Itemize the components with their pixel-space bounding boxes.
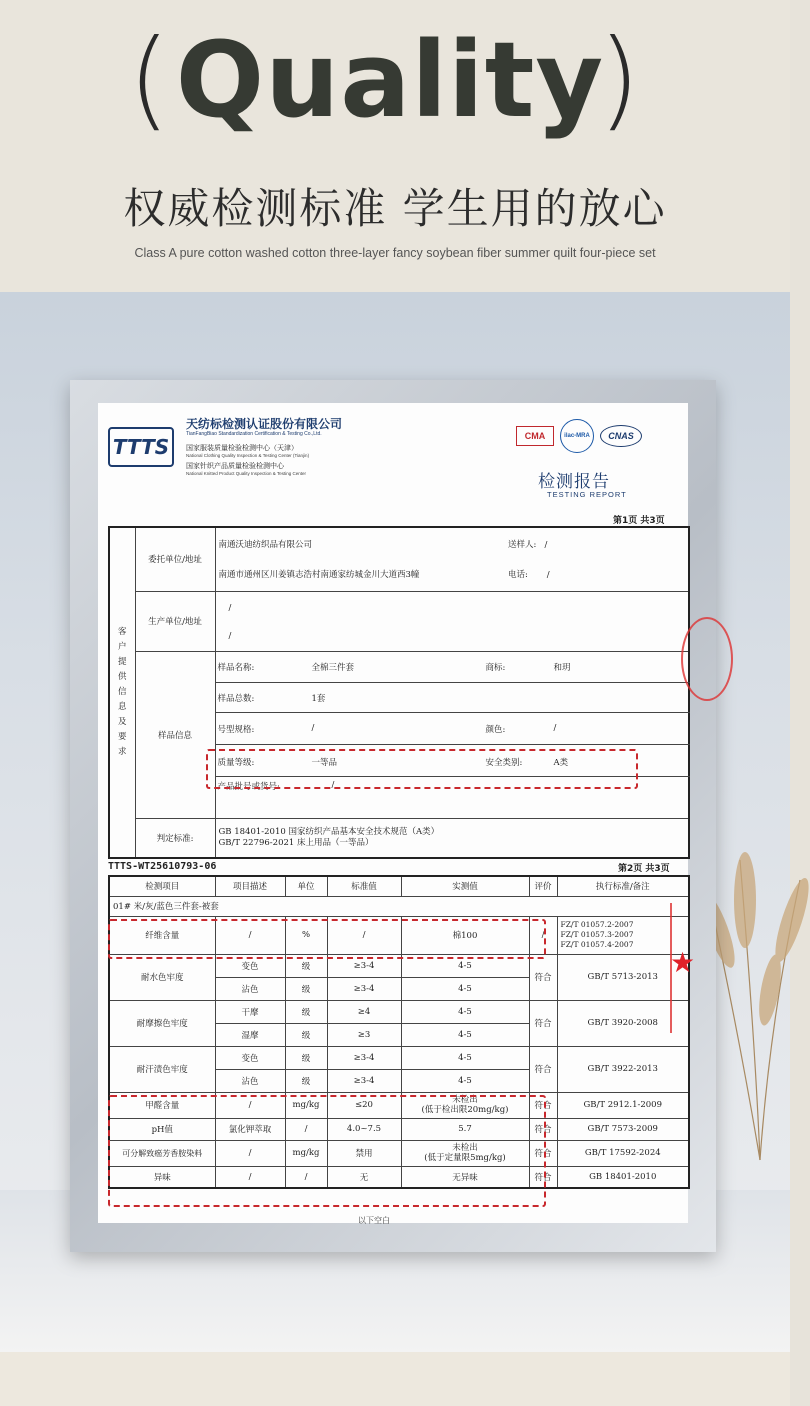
table-row: 耐摩擦色牢度 干摩 级 ≥4 4-5 符合 GB/T 3920-2008	[109, 1000, 689, 1023]
brand-label: 商标:	[485, 662, 506, 673]
table-row: 异味 / / 无 无异味 符合 GB 18401-2010	[109, 1166, 689, 1188]
brand-value: 和玥	[553, 662, 571, 673]
col-header-norm: 执行标准/备注	[557, 876, 689, 896]
client-name: 南通沃迪纺织品有限公司	[218, 540, 313, 551]
right-bracket: )	[598, 17, 641, 142]
col-header-eval: 评价	[529, 876, 557, 896]
report-id: TTTS-WT25610793-06	[108, 861, 217, 872]
hero-subtitle: 权威检测标准 学生用的放心	[123, 184, 667, 233]
org-name-en: TianFangBiao Standardization Certification & Testing Co.,Ltd.	[186, 431, 322, 437]
sample-group-row: 01# 米/灰/蓝色三件套-被套	[109, 896, 689, 916]
center2-cn: 国家针织产品质量检验检测中心	[186, 462, 284, 470]
ttts-logo: TTTS	[108, 427, 174, 467]
hero-english: Class A pure cotton washed cotton three-layer fancy soybean fiber summer quilt four-piece set	[134, 246, 656, 260]
red-seal-icon	[681, 617, 733, 701]
sample-label: 样品信息	[135, 651, 215, 818]
col-header-std: 标准值	[327, 876, 401, 896]
model-label: 号型规格:	[217, 724, 255, 735]
table-row: 可分解致癌芳香胺染料 / mg/kg 禁用 未检出 (低于定量限5mg/kg) 符合 GB/T 17592-2024	[109, 1140, 689, 1166]
color-value: /	[553, 722, 557, 733]
producer-line2: /	[228, 631, 232, 641]
ilac-mra-logo-icon: ilac-MRA	[560, 419, 594, 453]
col-header-unit: 单位	[285, 876, 327, 896]
table-row: 耐汗渍色牢度 变色 级 ≥3-4 4-5 符合 GB/T 3922-2013	[109, 1046, 689, 1069]
sample-name-label: 样品名称:	[217, 662, 255, 673]
left-bracket: (	[128, 17, 171, 142]
table-row: 沾色 级 ≥3-4 4-5	[109, 977, 689, 1000]
table-row: 湿摩 级 ≥3 4-5	[109, 1023, 689, 1046]
table-row: 耐水色牢度 变色 级 ≥3-4 4-5 符合 GB/T 5713-2013	[109, 954, 689, 977]
table-row: 纤维含量 / % / 棉100 / FZ/T 01057.2-2007 FZ/T 01057.3-2007 FZ/T 01057.4-2007	[109, 916, 689, 954]
report-title-en: TESTING REPORT	[547, 490, 627, 499]
col-header-item: 检测项目	[109, 876, 215, 896]
blank-below-note: 以下空白	[358, 1216, 390, 1225]
highlight-grade	[206, 749, 638, 789]
red-star-icon: ★	[670, 946, 696, 979]
sample-name: 全棉三件套	[311, 662, 355, 673]
safety-value: A类	[553, 757, 569, 768]
hero-title: Quality	[175, 19, 605, 141]
page1-number: 第1页 共3页	[613, 516, 665, 526]
page2-number: 第2页 共3页	[618, 864, 670, 874]
table-row: 沾色 级 ≥3-4 4-5	[109, 1069, 689, 1092]
col-header-desc: 项目描述	[215, 876, 285, 896]
table-row: 甲醛含量 / mg/kg ≤20 未检出 (低于检出限20mg/kg) 符合 GB/T 2912.1-2009	[109, 1092, 689, 1118]
cnas-logo-icon: CNAS	[600, 425, 642, 447]
grade-value: 一等品	[311, 757, 338, 768]
safety-label: 安全类别:	[485, 757, 523, 768]
client-info-table	[108, 526, 690, 859]
batch-value: /	[331, 779, 335, 790]
center1-en: National Clothing Quality Inspection & Testing Center (Tianjin)	[186, 453, 310, 458]
phone-value: /	[546, 570, 550, 581]
test-report-document	[98, 403, 696, 1225]
client-address: 南通市通州区川姜镇志浩村南通家纺城金川大道西3幢	[218, 570, 420, 581]
highlight-safety	[108, 1095, 546, 1207]
report-title-cn: 检测报告	[538, 472, 610, 492]
standard-line2: GB/T 22796-2021 床上用品（一等品）	[218, 837, 374, 848]
cert-logos	[516, 423, 676, 449]
color-label: 颜色:	[485, 724, 506, 735]
org-name-cn: 天纺标检测认证股份有限公司	[186, 417, 343, 431]
phone-label: 电话:	[508, 570, 528, 581]
section-label: 客户提供信息及要求	[109, 527, 135, 858]
batch-label: 产品批号或货号:	[217, 781, 280, 792]
highlight-fiber	[108, 919, 546, 959]
standard-line1: GB 18401-2010 国家纺织产品基本安全技术规范（A类）	[218, 826, 440, 837]
standard-label: 判定标准:	[135, 818, 215, 858]
center2-en: National Knitted Product Quality Inspection & Testing Center	[186, 471, 306, 476]
sender-label: 送样人:	[508, 540, 537, 551]
floor-strip	[0, 1352, 790, 1406]
cma-logo-icon: CMA	[516, 426, 554, 446]
producer-label: 生产单位/地址	[135, 591, 215, 651]
model-value: /	[311, 722, 315, 733]
center1-cn: 国家服装质量检验检测中心（天津）	[186, 444, 298, 452]
col-header-value: 实测值	[401, 876, 529, 896]
grade-label: 质量等级:	[217, 757, 255, 768]
sender-value: /	[544, 540, 548, 551]
hero-banner	[0, 0, 790, 292]
sample-count: 1套	[311, 693, 326, 704]
table-row: pH值 氯化钾萃取 / 4.0~7.5 5.7 符合 GB/T 7573-2009	[109, 1118, 689, 1140]
pampas-plant-icon	[700, 840, 810, 1160]
sample-count-label: 样品总数:	[217, 693, 255, 704]
client-label: 委托单位/地址	[135, 527, 215, 591]
producer-line1: /	[228, 603, 232, 613]
